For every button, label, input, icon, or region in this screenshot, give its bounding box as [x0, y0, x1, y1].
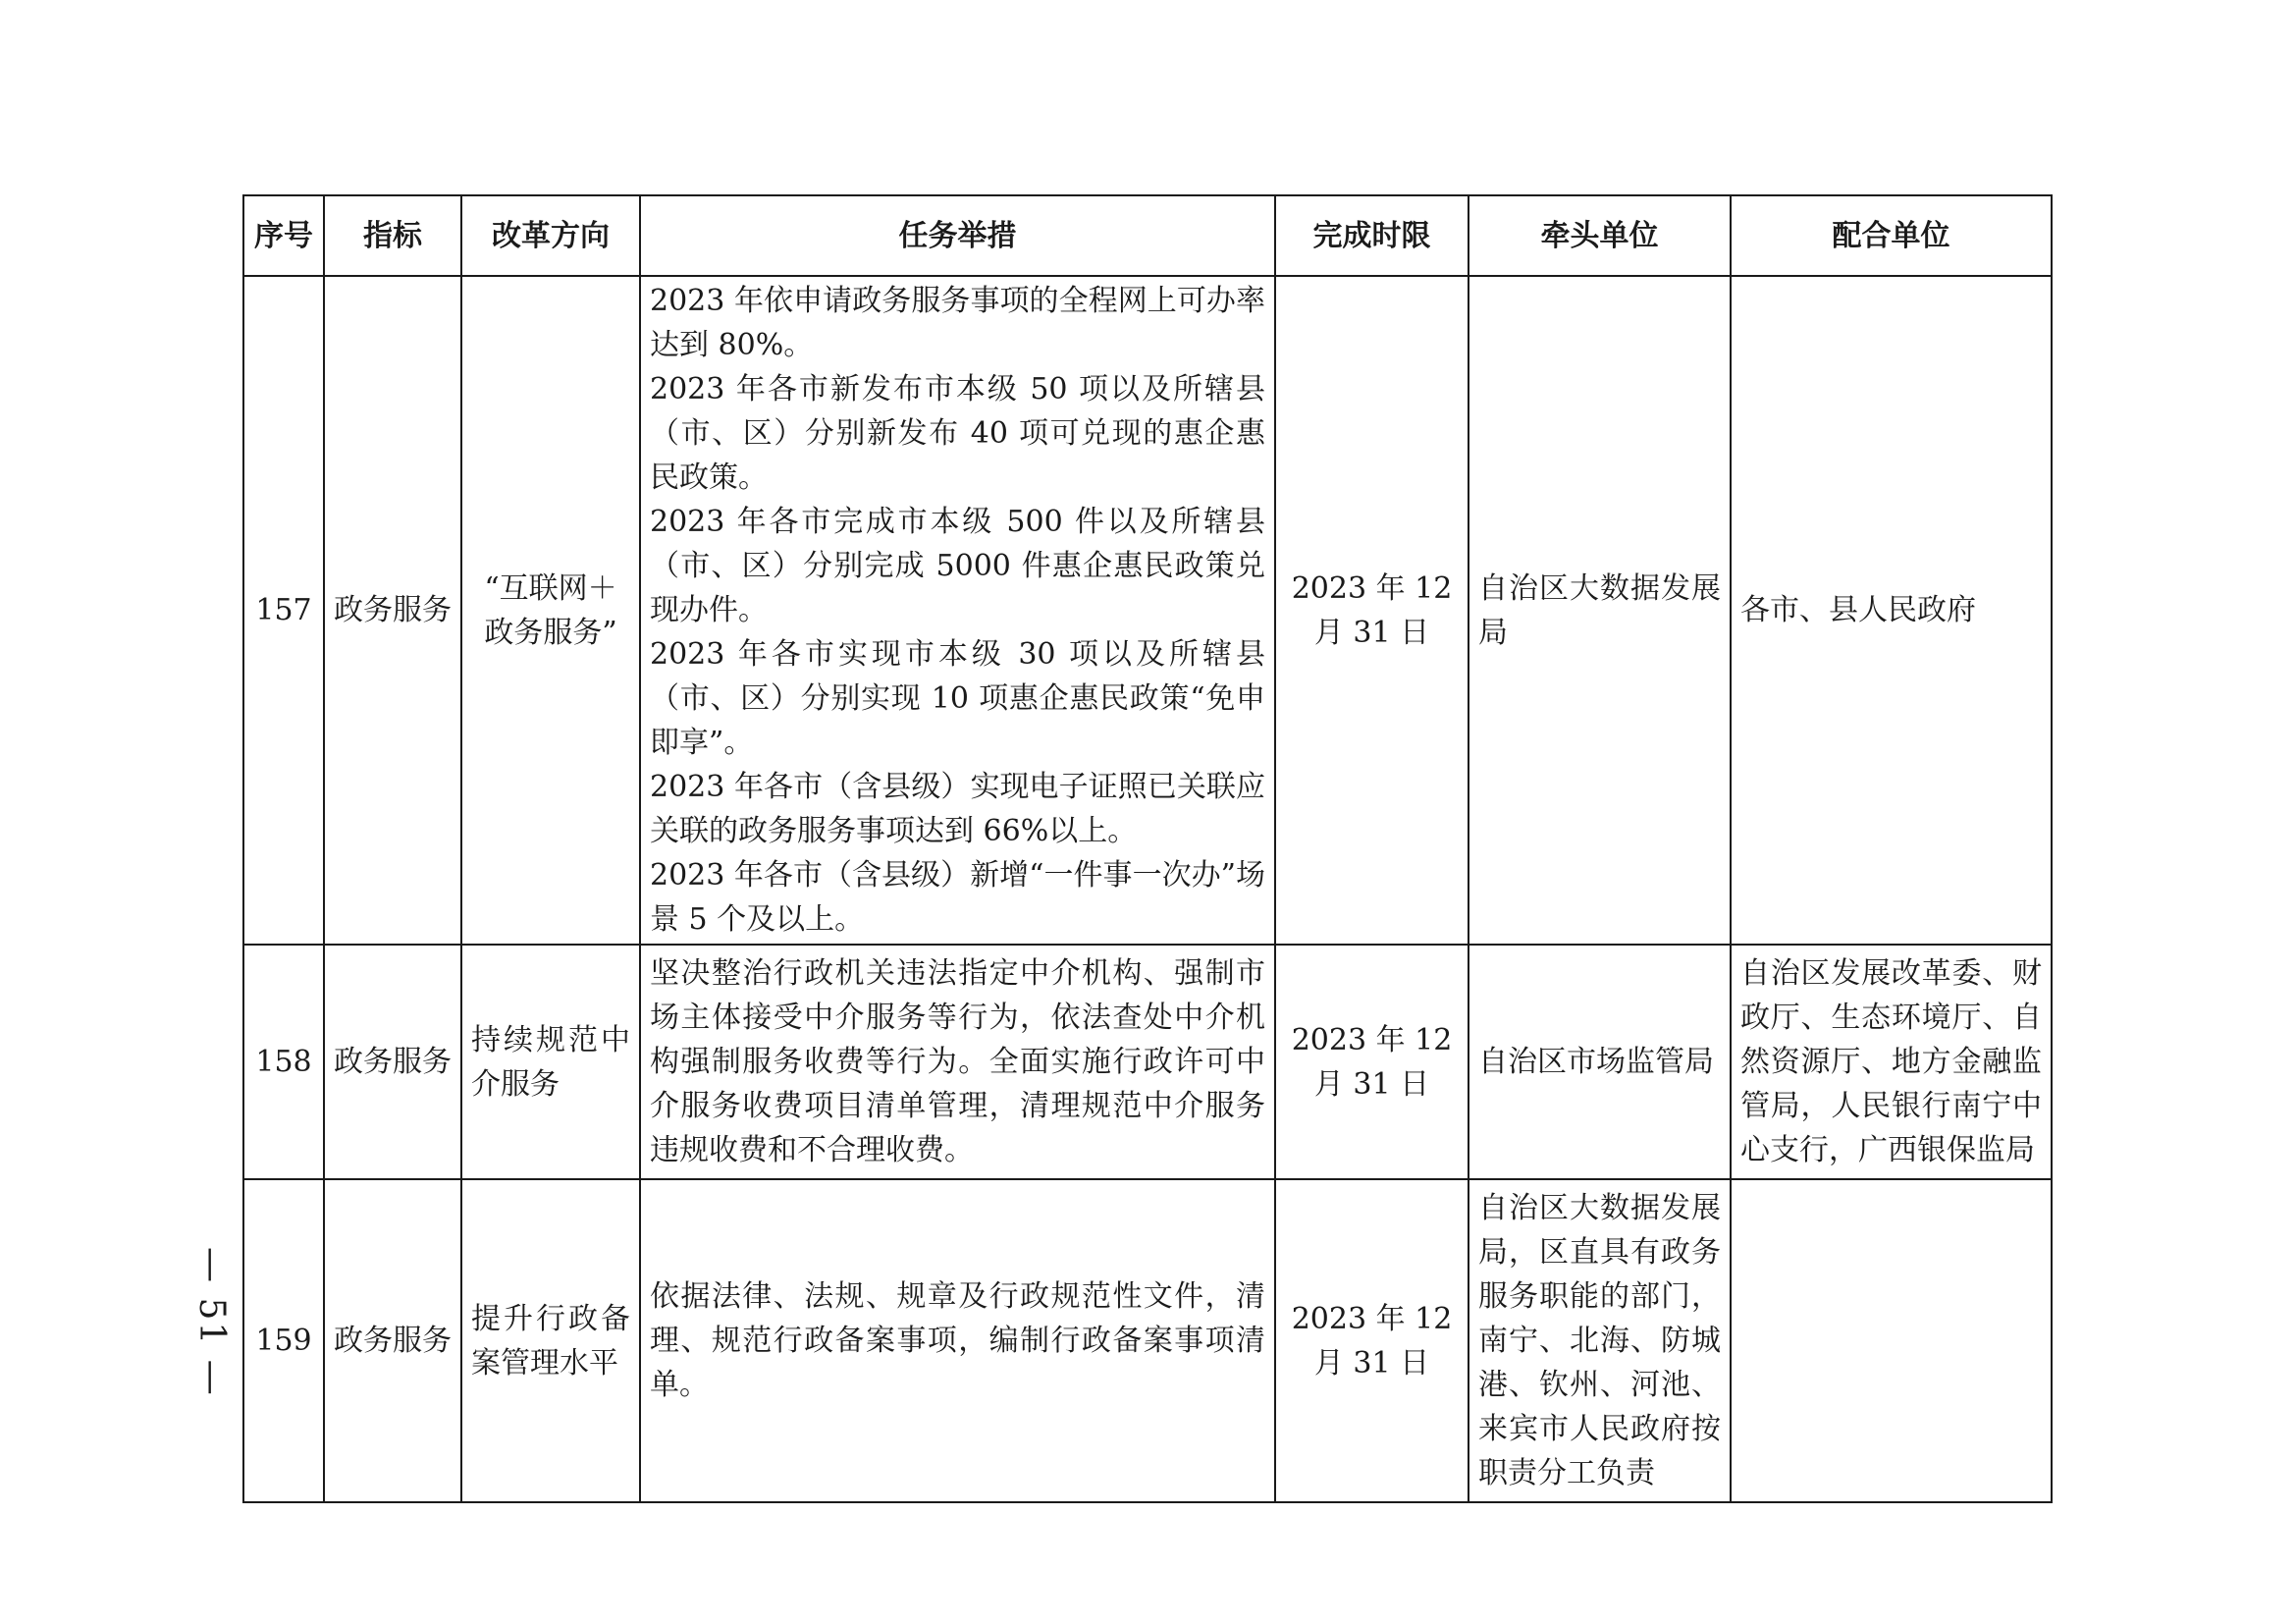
row-direction: 持续规范中介服务 — [461, 945, 640, 1179]
row-seq: 157 — [243, 276, 324, 945]
table-row — [243, 945, 2052, 1179]
row-lead: 自治区市场监管局 — [1468, 945, 1731, 1179]
task-line: 2023 年各市完成市本级 500 件以及所辖县（市、区）分别完成 5000 件惠企惠民政策兑现办件。 — [650, 505, 1265, 627]
table-header-row — [243, 195, 2052, 276]
row-lead: 自治区大数据发展局，区直具有政务服务职能的部门，南宁、北海、防城港、钦州、河池、来宾市人民政府按职责分工负责 — [1468, 1179, 1731, 1502]
header-lead: 牵头单位 — [1468, 195, 1731, 276]
row-coop: 自治区发展改革委、财政厅、生态环境厅、自然资源厅、地方金融监管局，人民银行南宁中心支行，广西银保监局 — [1731, 945, 2052, 1179]
row-deadline: 2023 年 12 月 31 日 — [1275, 945, 1468, 1179]
row-indicator: 政务服务 — [324, 276, 461, 945]
header-deadline: 完成时限 — [1275, 195, 1468, 276]
row-indicator: 政务服务 — [324, 945, 461, 1179]
row-task — [640, 1179, 1275, 1502]
row-direction: 提升行政备案管理水平 — [461, 1179, 640, 1502]
task-line: 依据法律、法规、规章及行政规范性文件，清理、规范行政备案事项，编制行政备案事项清单。 — [650, 1279, 1265, 1402]
row-coop — [1731, 1179, 2052, 1502]
header-coop: 配合单位 — [1731, 195, 2052, 276]
header-direction: 改革方向 — [461, 195, 640, 276]
table-row — [243, 1179, 2052, 1502]
task-line: 坚决整治行政机关违法指定中介机构、强制市场主体接受中介服务等行为，依法查处中介机构强制服务收费等行为。全面实施行政许可中介服务收费项目清单管理，清理规范中介服务违规收费和不合理收费。 — [650, 956, 1265, 1167]
row-direction: “互联网＋政务服务” — [461, 276, 640, 945]
row-deadline: 2023 年 12 月 31 日 — [1275, 1179, 1468, 1502]
page-number: — 51 — — [191, 1247, 232, 1397]
header-task: 任务举措 — [640, 195, 1275, 276]
row-seq: 159 — [243, 1179, 324, 1502]
row-task — [640, 276, 1275, 945]
row-lead: 自治区大数据发展局 — [1468, 276, 1731, 945]
task-line: 2023 年依申请政务服务事项的全程网上可办率达到 80%。 — [650, 284, 1265, 362]
row-seq: 158 — [243, 945, 324, 1179]
task-line: 2023 年各市（含县级）新增“一件事一次办”场景 5 个及以上。 — [650, 858, 1265, 937]
row-indicator: 政务服务 — [324, 1179, 461, 1502]
task-line: 2023 年各市实现市本级 30 项以及所辖县（市、区）分别实现 10 项惠企惠民政策“免申即享”。 — [650, 637, 1265, 760]
header-indicator: 指标 — [324, 195, 461, 276]
table-row — [243, 276, 2052, 945]
row-deadline: 2023 年 12 月 31 日 — [1275, 276, 1468, 945]
policy-table — [242, 194, 2053, 1503]
header-seq: 序号 — [243, 195, 324, 276]
row-task — [640, 945, 1275, 1179]
row-coop: 各市、县人民政府 — [1731, 276, 2052, 945]
task-line: 2023 年各市（含县级）实现电子证照已关联应关联的政务服务事项达到 66%以上。 — [650, 770, 1265, 848]
task-line: 2023 年各市新发布市本级 50 项以及所辖县（市、区）分别新发布 40 项可兑现的惠企惠民政策。 — [650, 372, 1265, 495]
